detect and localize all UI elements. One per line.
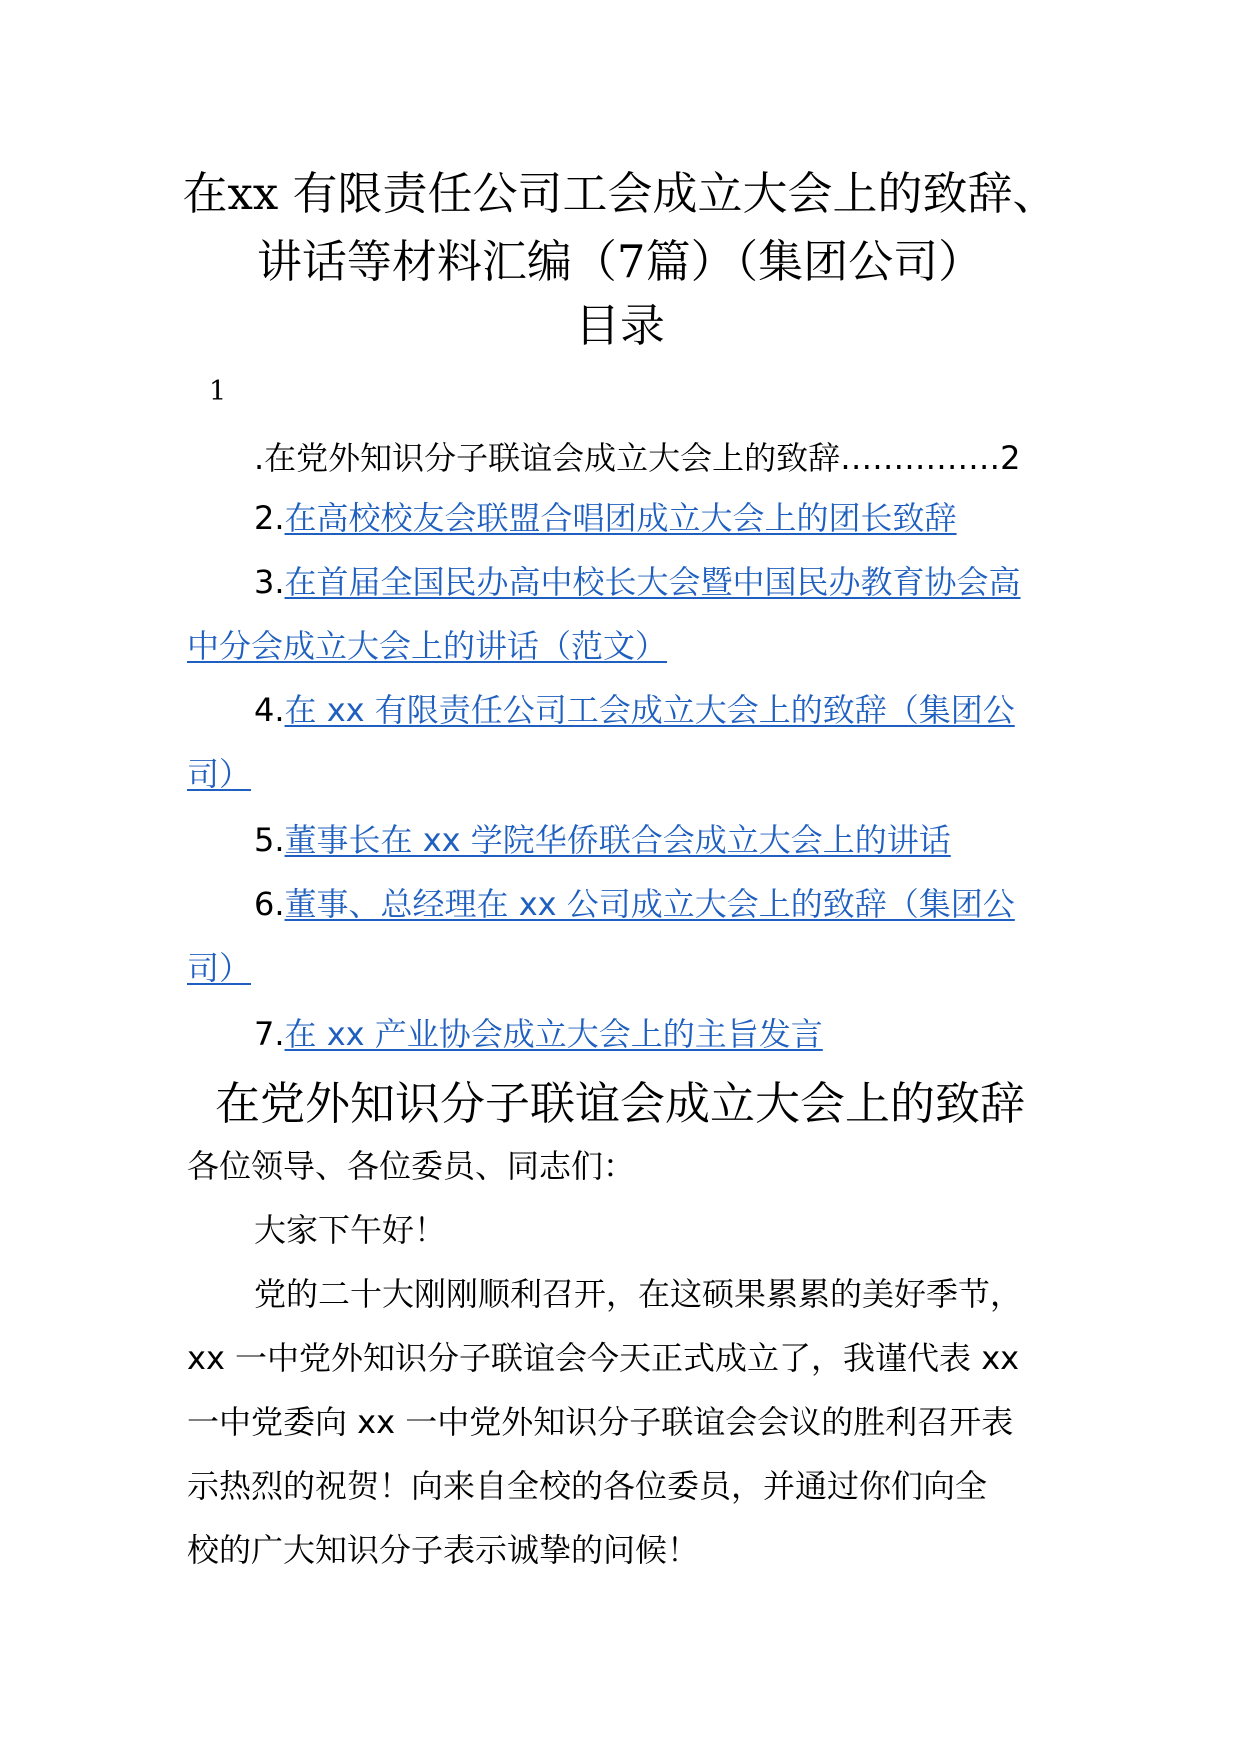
toc-item-2[interactable]	[254, 496, 957, 540]
toc-item-6[interactable]	[254, 882, 1015, 926]
toc-item-7-link[interactable]: 在 xx 产业协会成立大会上的主旨发言	[284, 1015, 823, 1053]
toc-item-5[interactable]	[254, 818, 951, 862]
toc-item-3-link[interactable]: 在首届全国民办高中校长大会暨中国民办教育协会高	[284, 563, 1021, 601]
toc-item-3-link-continuation[interactable]: 中分会成立大会上的讲话（范文）	[187, 627, 668, 665]
toc-item-7-number: 7.	[254, 1015, 285, 1053]
document-title-line-2	[0, 234, 1240, 290]
toc-item-1-text: .在党外知识分子联谊会成立大会上的致辞……………2	[254, 439, 1021, 477]
toc-item-4-link-continuation[interactable]: 司）	[187, 755, 252, 793]
paragraph-line: 党的二十大刚刚顺利召开，在这硕果累累的美好季节，	[254, 1275, 1023, 1313]
toc-item-6-continuation[interactable]	[187, 946, 251, 990]
toc-item-1[interactable]	[254, 436, 1021, 480]
section-heading: 在党外知识分子联谊会成立大会上的致辞	[214, 1077, 1025, 1130]
toc-item-4[interactable]	[254, 688, 1015, 732]
toc-item-5-link[interactable]: 董事长在 xx 学院华侨联合会成立大会上的讲话	[284, 821, 951, 859]
toc-item-7[interactable]	[254, 1012, 823, 1056]
toc-item-2-link[interactable]: 在高校校友会联盟合唱团成立大会上的团长致辞	[284, 499, 957, 537]
title-suffix: 有限责任公司工会成立大会上的致辞、	[292, 167, 1058, 220]
greeting: 大家下午好！	[254, 1211, 447, 1249]
toc-item-4-number: 4.	[254, 691, 285, 729]
title-line2-suffix: 篇）（集团公司）	[645, 235, 984, 288]
toc-item-3[interactable]	[254, 560, 1021, 604]
toc-heading: 目录	[574, 299, 665, 352]
toc-item-3-number: 3.	[254, 563, 285, 601]
salutation: 各位领导、各位委员、同志们：	[187, 1147, 636, 1185]
paragraph-line: xx 一中党外知识分子联谊会今天正式成立了，我谨代表 xx	[187, 1339, 1020, 1377]
title-prefix: 在	[182, 167, 228, 220]
document-title-line-1	[0, 166, 1240, 222]
title-line2-prefix: 讲话等材料汇编（	[256, 235, 617, 288]
paragraph-line: 示热烈的祝贺！向来自全校的各位委员，并通过你们向全	[187, 1467, 988, 1505]
toc-item-4-link[interactable]: 在 xx 有限责任公司工会成立大会上的致辞（集团公	[284, 691, 1015, 729]
toc-item-4-continuation[interactable]	[187, 752, 251, 796]
title-line2-num: 7	[616, 235, 646, 288]
toc-item-6-number: 6.	[254, 885, 285, 923]
toc-item-5-number: 5.	[254, 821, 285, 859]
toc-item-6-link-continuation[interactable]: 司）	[187, 949, 252, 987]
page-marker: 1	[209, 376, 227, 407]
toc-item-3-continuation[interactable]	[187, 624, 667, 668]
paragraph-line: 校的广大知识分子表示诚挚的问候！	[187, 1531, 700, 1569]
title-xx: xx	[227, 167, 279, 220]
toc-item-6-link[interactable]: 董事、总经理在 xx 公司成立大会上的致辞（集团公	[284, 885, 1015, 923]
paragraph-line: 一中党委向 xx 一中党外知识分子联谊会会议的胜利召开表	[187, 1403, 1014, 1441]
toc-item-2-number: 2.	[254, 499, 285, 537]
